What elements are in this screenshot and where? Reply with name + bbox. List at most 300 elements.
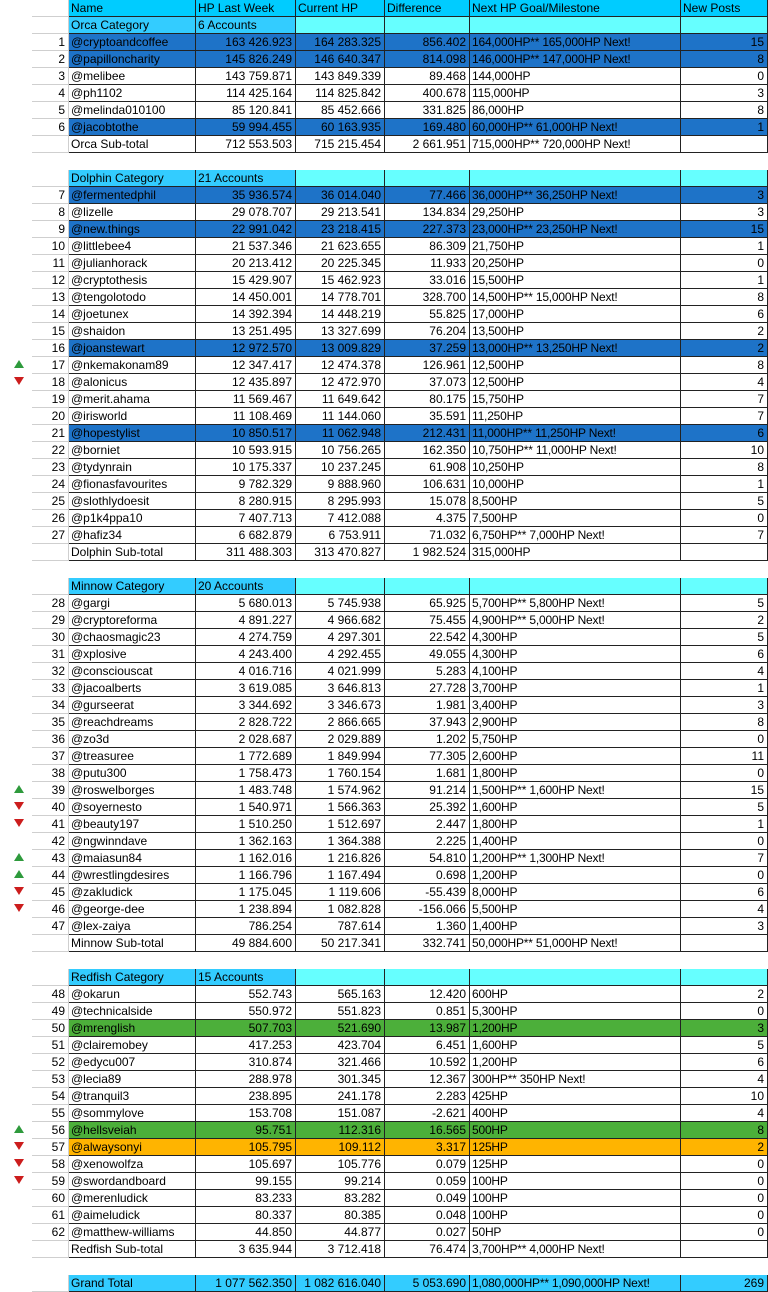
- next-hp-goal[interactable]: 1,200HP** 1,300HP Next!: [470, 850, 681, 867]
- next-hp-goal[interactable]: 1,800HP: [470, 765, 681, 782]
- rank-number[interactable]: 41: [32, 816, 69, 833]
- difference[interactable]: 106.631: [385, 476, 470, 493]
- hp-last-week[interactable]: 12 972.570: [196, 340, 296, 357]
- difference[interactable]: 10.592: [385, 1054, 470, 1071]
- next-hp-goal[interactable]: 1,200HP: [470, 867, 681, 884]
- row-number-cell[interactable]: [32, 578, 69, 595]
- current-hp[interactable]: 11 649.642: [296, 391, 385, 408]
- next-hp-goal[interactable]: 4,300HP: [470, 646, 681, 663]
- category-name[interactable]: Redfish Category: [69, 969, 196, 986]
- rank-number[interactable]: 45: [32, 884, 69, 901]
- difference[interactable]: 11.933: [385, 255, 470, 272]
- new-posts[interactable]: 0: [681, 1190, 768, 1207]
- rank-number[interactable]: 1: [32, 34, 69, 51]
- account-name[interactable]: @okarun: [69, 986, 196, 1003]
- difference[interactable]: 76.474: [385, 1241, 470, 1258]
- rank-number[interactable]: 15: [32, 323, 69, 340]
- header-name[interactable]: Name: [69, 0, 196, 17]
- next-hp-goal[interactable]: 1,200HP: [470, 1020, 681, 1037]
- current-hp[interactable]: 4 021.999: [296, 663, 385, 680]
- new-posts[interactable]: 0: [681, 1156, 768, 1173]
- next-hp-goal[interactable]: 5,750HP: [470, 731, 681, 748]
- hp-last-week[interactable]: 507.703: [196, 1020, 296, 1037]
- next-hp-goal[interactable]: 4,300HP: [470, 629, 681, 646]
- current-hp[interactable]: 114 825.842: [296, 85, 385, 102]
- difference[interactable]: 22.542: [385, 629, 470, 646]
- rank-number[interactable]: 32: [32, 663, 69, 680]
- rank-number[interactable]: 11: [32, 255, 69, 272]
- new-posts[interactable]: 7: [681, 527, 768, 544]
- hp-last-week[interactable]: 59 994.455: [196, 119, 296, 136]
- rank-number[interactable]: 3: [32, 68, 69, 85]
- difference[interactable]: 1.681: [385, 765, 470, 782]
- next-hp-goal[interactable]: 1,800HP: [470, 816, 681, 833]
- difference[interactable]: 2.447: [385, 816, 470, 833]
- current-hp[interactable]: 12 474.378: [296, 357, 385, 374]
- account-name[interactable]: @swordandboard: [69, 1173, 196, 1190]
- next-hp-goal[interactable]: 12,500HP: [470, 374, 681, 391]
- new-posts[interactable]: [681, 136, 768, 153]
- current-hp[interactable]: 21 623.655: [296, 238, 385, 255]
- current-hp[interactable]: 5 745.938: [296, 595, 385, 612]
- rank-number[interactable]: 52: [32, 1054, 69, 1071]
- new-posts[interactable]: 4: [681, 663, 768, 680]
- next-hp-goal[interactable]: 1,600HP: [470, 1037, 681, 1054]
- rank-number[interactable]: 13: [32, 289, 69, 306]
- difference[interactable]: 1 982.524: [385, 544, 470, 561]
- header-new-posts[interactable]: New Posts: [681, 0, 768, 17]
- next-hp-goal[interactable]: 1,200HP: [470, 1054, 681, 1071]
- difference[interactable]: 2.225: [385, 833, 470, 850]
- next-hp-goal[interactable]: 4,100HP: [470, 663, 681, 680]
- rank-number[interactable]: 5: [32, 102, 69, 119]
- account-name[interactable]: @joanstewart: [69, 340, 196, 357]
- new-posts[interactable]: 2: [681, 986, 768, 1003]
- difference[interactable]: 0.059: [385, 1173, 470, 1190]
- next-hp-goal[interactable]: 13,000HP** 13,250HP Next!: [470, 340, 681, 357]
- current-hp[interactable]: 29 213.541: [296, 204, 385, 221]
- rank-number[interactable]: 34: [32, 697, 69, 714]
- hp-last-week[interactable]: 786.254: [196, 918, 296, 935]
- difference[interactable]: 2.283: [385, 1088, 470, 1105]
- hp-last-week[interactable]: 1 175.045: [196, 884, 296, 901]
- account-name[interactable]: @alonicus: [69, 374, 196, 391]
- current-hp[interactable]: 1 082.828: [296, 901, 385, 918]
- current-hp[interactable]: 4 292.455: [296, 646, 385, 663]
- account-name[interactable]: @tranquil3: [69, 1088, 196, 1105]
- rank-number[interactable]: 47: [32, 918, 69, 935]
- new-posts[interactable]: 4: [681, 1071, 768, 1088]
- next-hp-goal[interactable]: 4,900HP** 5,000HP Next!: [470, 612, 681, 629]
- current-hp[interactable]: 1 119.606: [296, 884, 385, 901]
- account-name[interactable]: @george-dee: [69, 901, 196, 918]
- new-posts[interactable]: 1: [681, 272, 768, 289]
- category-fill-cell[interactable]: [385, 170, 470, 187]
- row-number-cell[interactable]: [32, 969, 69, 986]
- rank-number[interactable]: 43: [32, 850, 69, 867]
- current-hp[interactable]: 1 216.826: [296, 850, 385, 867]
- new-posts[interactable]: 7: [681, 408, 768, 425]
- category-account-count[interactable]: 15 Accounts: [196, 969, 296, 986]
- rank-number[interactable]: 39: [32, 782, 69, 799]
- account-name[interactable]: @fermentedphil: [69, 187, 196, 204]
- new-posts[interactable]: 0: [681, 867, 768, 884]
- rank-number[interactable]: 17: [32, 357, 69, 374]
- new-posts[interactable]: 10: [681, 1088, 768, 1105]
- new-posts[interactable]: 2: [681, 1139, 768, 1156]
- account-name[interactable]: @wrestlingdesires: [69, 867, 196, 884]
- next-hp-goal[interactable]: 100HP: [470, 1190, 681, 1207]
- rank-number[interactable]: 21: [32, 425, 69, 442]
- current-hp[interactable]: 1 512.697: [296, 816, 385, 833]
- account-name[interactable]: @soyernesto: [69, 799, 196, 816]
- next-hp-goal[interactable]: 5,500HP: [470, 901, 681, 918]
- current-hp[interactable]: 8 295.993: [296, 493, 385, 510]
- row-number-cell[interactable]: [32, 170, 69, 187]
- rank-number[interactable]: 51: [32, 1037, 69, 1054]
- account-name[interactable]: @lex-zaiya: [69, 918, 196, 935]
- account-name[interactable]: @p1k4ppa10: [69, 510, 196, 527]
- rank-number[interactable]: 58: [32, 1156, 69, 1173]
- account-name[interactable]: @matthew-williams: [69, 1224, 196, 1241]
- rank-number[interactable]: 62: [32, 1224, 69, 1241]
- hp-last-week[interactable]: 3 619.085: [196, 680, 296, 697]
- account-name[interactable]: @aimeludick: [69, 1207, 196, 1224]
- new-posts[interactable]: 8: [681, 459, 768, 476]
- new-posts[interactable]: 3: [681, 204, 768, 221]
- hp-last-week[interactable]: 4 891.227: [196, 612, 296, 629]
- account-name[interactable]: @littlebee4: [69, 238, 196, 255]
- new-posts[interactable]: 10: [681, 442, 768, 459]
- account-name[interactable]: @nkemakonam89: [69, 357, 196, 374]
- hp-last-week[interactable]: 1 162.016: [196, 850, 296, 867]
- new-posts[interactable]: 5: [681, 1037, 768, 1054]
- rank-number[interactable]: 10: [32, 238, 69, 255]
- account-name[interactable]: @technicalside: [69, 1003, 196, 1020]
- next-hp-goal[interactable]: 315,000HP: [470, 544, 681, 561]
- header-next-goal[interactable]: Next HP Goal/Milestone: [470, 0, 681, 17]
- next-hp-goal[interactable]: 17,000HP: [470, 306, 681, 323]
- current-hp[interactable]: 10 756.265: [296, 442, 385, 459]
- hp-last-week[interactable]: 3 344.692: [196, 697, 296, 714]
- next-hp-goal[interactable]: 425HP: [470, 1088, 681, 1105]
- current-hp[interactable]: 3 712.418: [296, 1241, 385, 1258]
- next-hp-goal[interactable]: 300HP** 350HP Next!: [470, 1071, 681, 1088]
- difference[interactable]: 33.016: [385, 272, 470, 289]
- rank-number[interactable]: 50: [32, 1020, 69, 1037]
- account-name[interactable]: @new.things: [69, 221, 196, 238]
- account-name[interactable]: @fionasfavourites: [69, 476, 196, 493]
- hp-last-week[interactable]: 10 850.517: [196, 425, 296, 442]
- rank-number[interactable]: 4: [32, 85, 69, 102]
- new-posts[interactable]: 1: [681, 680, 768, 697]
- hp-last-week[interactable]: 550.972: [196, 1003, 296, 1020]
- difference[interactable]: 169.480: [385, 119, 470, 136]
- current-hp[interactable]: 36 014.040: [296, 187, 385, 204]
- new-posts[interactable]: 0: [681, 255, 768, 272]
- difference[interactable]: 400.678: [385, 85, 470, 102]
- current-hp[interactable]: 521.690: [296, 1020, 385, 1037]
- next-hp-goal[interactable]: 10,000HP: [470, 476, 681, 493]
- hp-last-week[interactable]: 10 175.337: [196, 459, 296, 476]
- hp-last-week[interactable]: 310.874: [196, 1054, 296, 1071]
- current-hp[interactable]: 83.282: [296, 1190, 385, 1207]
- rank-number[interactable]: 30: [32, 629, 69, 646]
- account-name[interactable]: @borniet: [69, 442, 196, 459]
- new-posts[interactable]: 2: [681, 323, 768, 340]
- category-fill-cell[interactable]: [681, 969, 768, 986]
- new-posts[interactable]: 5: [681, 629, 768, 646]
- category-fill-cell[interactable]: [296, 578, 385, 595]
- difference[interactable]: 71.032: [385, 527, 470, 544]
- next-hp-goal[interactable]: 125HP: [470, 1139, 681, 1156]
- hp-last-week[interactable]: 11 108.469: [196, 408, 296, 425]
- current-hp[interactable]: 423.704: [296, 1037, 385, 1054]
- current-hp[interactable]: 301.345: [296, 1071, 385, 1088]
- new-posts[interactable]: 4: [681, 374, 768, 391]
- rank-number[interactable]: 26: [32, 510, 69, 527]
- hp-last-week[interactable]: 163 426.923: [196, 34, 296, 51]
- hp-last-week[interactable]: 4 016.716: [196, 663, 296, 680]
- difference[interactable]: 75.455: [385, 612, 470, 629]
- hp-last-week[interactable]: 85 120.841: [196, 102, 296, 119]
- new-posts[interactable]: 1: [681, 816, 768, 833]
- row-number-cell[interactable]: [32, 544, 69, 561]
- hp-last-week[interactable]: 35 936.574: [196, 187, 296, 204]
- account-name[interactable]: @hopestylist: [69, 425, 196, 442]
- category-name[interactable]: Minnow Category: [69, 578, 196, 595]
- new-posts[interactable]: 8: [681, 714, 768, 731]
- current-hp[interactable]: 1 082 616.040: [296, 1275, 385, 1292]
- hp-last-week[interactable]: 238.895: [196, 1088, 296, 1105]
- account-name[interactable]: @xplosive: [69, 646, 196, 663]
- row-number-cell[interactable]: [32, 1275, 69, 1292]
- account-name[interactable]: @xenowolfza: [69, 1156, 196, 1173]
- category-name[interactable]: Dolphin Category: [69, 170, 196, 187]
- next-hp-goal[interactable]: 13,500HP: [470, 323, 681, 340]
- difference[interactable]: 0.027: [385, 1224, 470, 1241]
- account-name[interactable]: @ngwinndave: [69, 833, 196, 850]
- current-hp[interactable]: 164 283.325: [296, 34, 385, 51]
- new-posts[interactable]: 4: [681, 1105, 768, 1122]
- difference[interactable]: -156.066: [385, 901, 470, 918]
- account-name[interactable]: @gargi: [69, 595, 196, 612]
- next-hp-goal[interactable]: 2,600HP: [470, 748, 681, 765]
- hp-last-week[interactable]: 2 828.722: [196, 714, 296, 731]
- new-posts[interactable]: 3: [681, 85, 768, 102]
- next-hp-goal[interactable]: 144,000HP: [470, 68, 681, 85]
- category-fill-cell[interactable]: [470, 17, 681, 34]
- next-hp-goal[interactable]: 3,700HP: [470, 680, 681, 697]
- current-hp[interactable]: 1 574.962: [296, 782, 385, 799]
- next-hp-goal[interactable]: 146,000HP** 147,000HP Next!: [470, 51, 681, 68]
- account-name[interactable]: @merit.ahama: [69, 391, 196, 408]
- account-name[interactable]: @slothlydoesit: [69, 493, 196, 510]
- new-posts[interactable]: 0: [681, 765, 768, 782]
- account-name[interactable]: @mrenglish: [69, 1020, 196, 1037]
- hp-last-week[interactable]: 114 425.164: [196, 85, 296, 102]
- new-posts[interactable]: 3: [681, 697, 768, 714]
- hp-last-week[interactable]: 1 166.796: [196, 867, 296, 884]
- category-fill-cell[interactable]: [296, 170, 385, 187]
- hp-last-week[interactable]: 712 553.503: [196, 136, 296, 153]
- hp-last-week[interactable]: 552.743: [196, 986, 296, 1003]
- difference[interactable]: 6.451: [385, 1037, 470, 1054]
- next-hp-goal[interactable]: 21,750HP: [470, 238, 681, 255]
- account-name[interactable]: @reachdreams: [69, 714, 196, 731]
- rank-number[interactable]: 14: [32, 306, 69, 323]
- next-hp-goal[interactable]: 1,600HP: [470, 799, 681, 816]
- new-posts[interactable]: 15: [681, 221, 768, 238]
- current-hp[interactable]: 4 297.301: [296, 629, 385, 646]
- difference[interactable]: 0.851: [385, 1003, 470, 1020]
- hp-last-week[interactable]: 49 884.600: [196, 935, 296, 952]
- new-posts[interactable]: [681, 935, 768, 952]
- account-name[interactable]: @chaosmagic23: [69, 629, 196, 646]
- account-name[interactable]: @jacoalberts: [69, 680, 196, 697]
- category-fill-cell[interactable]: [681, 578, 768, 595]
- rank-number[interactable]: 20: [32, 408, 69, 425]
- next-hp-goal[interactable]: 15,750HP: [470, 391, 681, 408]
- rank-number[interactable]: 19: [32, 391, 69, 408]
- current-hp[interactable]: 151.087: [296, 1105, 385, 1122]
- current-hp[interactable]: 15 462.923: [296, 272, 385, 289]
- hp-last-week[interactable]: 15 429.907: [196, 272, 296, 289]
- current-hp[interactable]: 99.214: [296, 1173, 385, 1190]
- row-number-cell[interactable]: [32, 1241, 69, 1258]
- hp-last-week[interactable]: 10 593.915: [196, 442, 296, 459]
- difference[interactable]: 77.466: [385, 187, 470, 204]
- account-name[interactable]: @lizelle: [69, 204, 196, 221]
- new-posts[interactable]: 2: [681, 612, 768, 629]
- account-name[interactable]: @treasuree: [69, 748, 196, 765]
- difference[interactable]: 86.309: [385, 238, 470, 255]
- hp-last-week[interactable]: 12 347.417: [196, 357, 296, 374]
- current-hp[interactable]: 10 237.245: [296, 459, 385, 476]
- account-name[interactable]: @shaidon: [69, 323, 196, 340]
- hp-last-week[interactable]: 153.708: [196, 1105, 296, 1122]
- current-hp[interactable]: 109.112: [296, 1139, 385, 1156]
- account-name[interactable]: @julianhorack: [69, 255, 196, 272]
- difference[interactable]: 1.360: [385, 918, 470, 935]
- account-name[interactable]: @papilloncharity: [69, 51, 196, 68]
- account-name[interactable]: Redfish Sub-total: [69, 1241, 196, 1258]
- rank-number[interactable]: 44: [32, 867, 69, 884]
- next-hp-goal[interactable]: 6,750HP** 7,000HP Next!: [470, 527, 681, 544]
- rank-number[interactable]: 56: [32, 1122, 69, 1139]
- hp-last-week[interactable]: 5 680.013: [196, 595, 296, 612]
- current-hp[interactable]: 1 849.994: [296, 748, 385, 765]
- account-name[interactable]: @irisworld: [69, 408, 196, 425]
- difference[interactable]: 35.591: [385, 408, 470, 425]
- rank-number[interactable]: 9: [32, 221, 69, 238]
- new-posts[interactable]: 6: [681, 1054, 768, 1071]
- difference[interactable]: 61.908: [385, 459, 470, 476]
- new-posts[interactable]: 0: [681, 1224, 768, 1241]
- hp-last-week[interactable]: 311 488.303: [196, 544, 296, 561]
- current-hp[interactable]: 2 866.665: [296, 714, 385, 731]
- new-posts[interactable]: [681, 544, 768, 561]
- rank-number[interactable]: 16: [32, 340, 69, 357]
- new-posts[interactable]: 1: [681, 476, 768, 493]
- current-hp[interactable]: 50 217.341: [296, 935, 385, 952]
- hp-last-week[interactable]: 8 280.915: [196, 493, 296, 510]
- rank-number[interactable]: 53: [32, 1071, 69, 1088]
- current-hp[interactable]: 60 163.935: [296, 119, 385, 136]
- category-fill-cell[interactable]: [296, 17, 385, 34]
- difference[interactable]: 162.350: [385, 442, 470, 459]
- new-posts[interactable]: 1: [681, 238, 768, 255]
- rank-number[interactable]: 2: [32, 51, 69, 68]
- difference[interactable]: 126.961: [385, 357, 470, 374]
- new-posts[interactable]: 8: [681, 357, 768, 374]
- hp-last-week[interactable]: 22 991.042: [196, 221, 296, 238]
- category-fill-cell[interactable]: [470, 969, 681, 986]
- hp-last-week[interactable]: 95.751: [196, 1122, 296, 1139]
- difference[interactable]: -55.439: [385, 884, 470, 901]
- account-name[interactable]: Grand Total: [69, 1275, 196, 1292]
- rank-number[interactable]: 55: [32, 1105, 69, 1122]
- rank-number[interactable]: 6: [32, 119, 69, 136]
- rank-number[interactable]: 38: [32, 765, 69, 782]
- account-name[interactable]: @joetunex: [69, 306, 196, 323]
- rank-number[interactable]: 8: [32, 204, 69, 221]
- next-hp-goal[interactable]: 86,000HP: [470, 102, 681, 119]
- new-posts[interactable]: 3: [681, 918, 768, 935]
- next-hp-goal[interactable]: 1,400HP: [470, 918, 681, 935]
- category-account-count[interactable]: 6 Accounts: [196, 17, 296, 34]
- difference[interactable]: 227.373: [385, 221, 470, 238]
- current-hp[interactable]: 105.776: [296, 1156, 385, 1173]
- hp-last-week[interactable]: 2 028.687: [196, 731, 296, 748]
- next-hp-goal[interactable]: 15,500HP: [470, 272, 681, 289]
- current-hp[interactable]: 85 452.666: [296, 102, 385, 119]
- next-hp-goal[interactable]: 29,250HP: [470, 204, 681, 221]
- new-posts[interactable]: 0: [681, 1207, 768, 1224]
- current-hp[interactable]: 241.178: [296, 1088, 385, 1105]
- difference[interactable]: 37.943: [385, 714, 470, 731]
- rank-number[interactable]: 48: [32, 986, 69, 1003]
- new-posts[interactable]: 8: [681, 1122, 768, 1139]
- next-hp-goal[interactable]: 3,400HP: [470, 697, 681, 714]
- current-hp[interactable]: 13 327.699: [296, 323, 385, 340]
- rank-number[interactable]: 61: [32, 1207, 69, 1224]
- difference[interactable]: 54.810: [385, 850, 470, 867]
- category-fill-cell[interactable]: [470, 578, 681, 595]
- current-hp[interactable]: 7 412.088: [296, 510, 385, 527]
- difference[interactable]: 76.204: [385, 323, 470, 340]
- new-posts[interactable]: 6: [681, 884, 768, 901]
- hp-last-week[interactable]: 83.233: [196, 1190, 296, 1207]
- hp-last-week[interactable]: 6 682.879: [196, 527, 296, 544]
- next-hp-goal[interactable]: 50HP: [470, 1224, 681, 1241]
- account-name[interactable]: @sommylove: [69, 1105, 196, 1122]
- account-name[interactable]: @zo3d: [69, 731, 196, 748]
- difference[interactable]: 80.175: [385, 391, 470, 408]
- rank-number[interactable]: 27: [32, 527, 69, 544]
- next-hp-goal[interactable]: 8,000HP: [470, 884, 681, 901]
- category-fill-cell[interactable]: [385, 969, 470, 986]
- new-posts[interactable]: 8: [681, 102, 768, 119]
- category-fill-cell[interactable]: [385, 17, 470, 34]
- hp-last-week[interactable]: 1 077 562.350: [196, 1275, 296, 1292]
- category-fill-cell[interactable]: [681, 170, 768, 187]
- next-hp-goal[interactable]: 7,500HP: [470, 510, 681, 527]
- new-posts[interactable]: 7: [681, 850, 768, 867]
- hp-last-week[interactable]: 9 782.329: [196, 476, 296, 493]
- account-name[interactable]: @jacobtothe: [69, 119, 196, 136]
- next-hp-goal[interactable]: 23,000HP** 23,250HP Next!: [470, 221, 681, 238]
